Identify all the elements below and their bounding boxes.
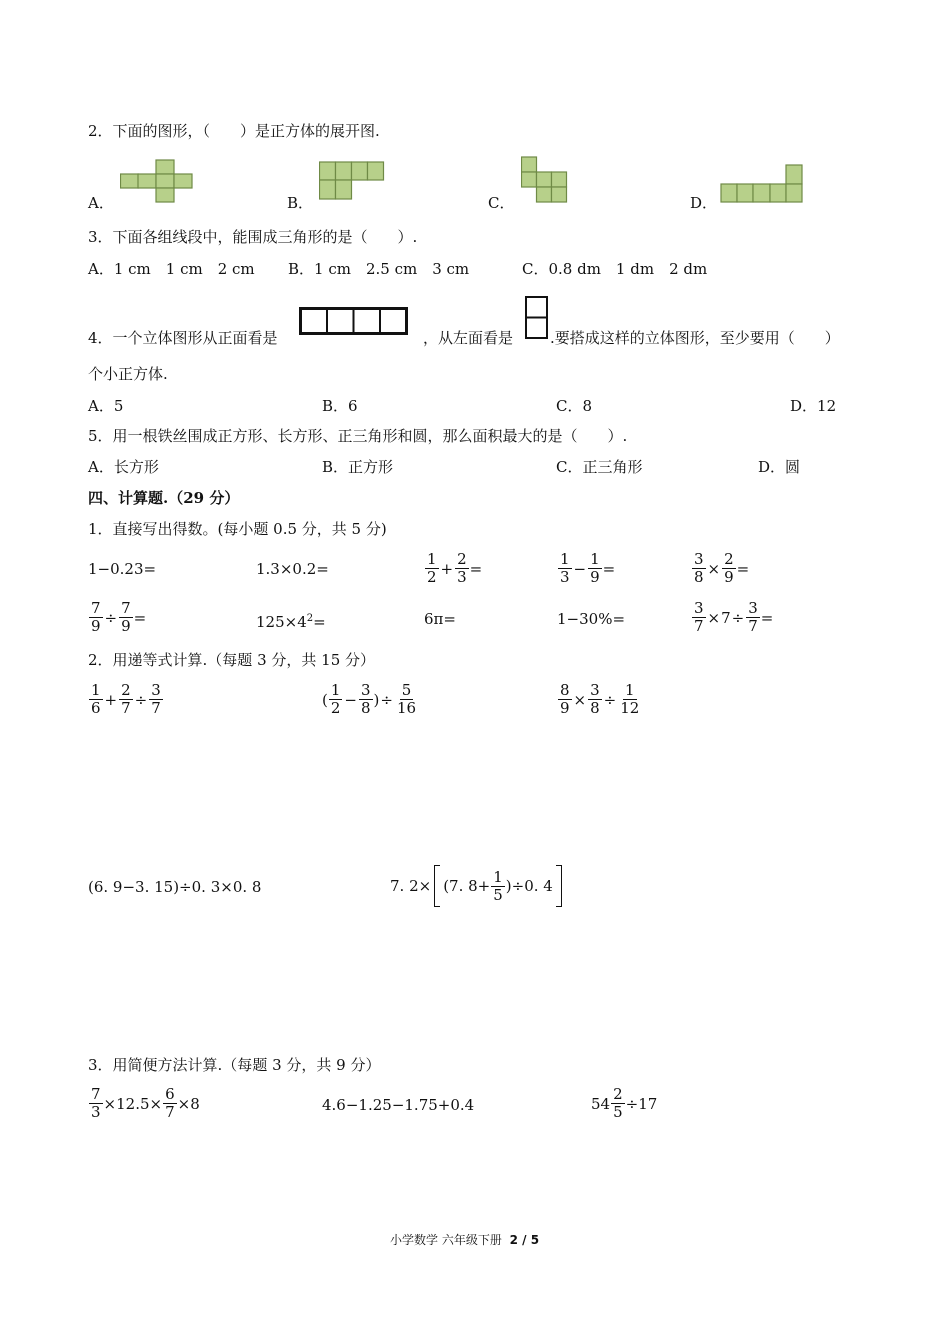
q2-option-c-label: C． [488, 194, 515, 212]
q4-option-b: B．6 [322, 397, 358, 415]
q3-option-a: A．1 cm 1 cm 2 cm [88, 260, 255, 278]
cube-net-a-image [120, 159, 194, 204]
simple-expr-3: 54 $\frac{2}{5}$ ÷17 [591, 1085, 658, 1121]
subsection-3-title: 3．用简便方法计算.（每题 3 分，共 9 分） [88, 1056, 381, 1074]
subsection-1-title: 1．直接写出得数。(每小题 0.5 分，共 5 分) [88, 520, 387, 538]
q4-option-a: A．5 [88, 397, 124, 415]
q4-stem-part-d: 个小正方体. [88, 365, 168, 383]
calc-r1-c3: $\frac{1}{2}$ + $\frac{2}{3}$ = [427, 550, 483, 586]
simple-expr-1: $\frac{7}{3}$ ×12.5× $\frac{6}{7}$ ×8 [91, 1085, 200, 1121]
q4-stem-part-c: .要搭成这样的立体图形，至少要用（ ） [550, 329, 840, 347]
q5-option-a: A．长方形 [88, 458, 159, 476]
calc-r1-c4: $\frac{1}{3}$ − $\frac{1}{9}$ = [560, 550, 616, 586]
q3-stem: 3．下面各组线段中，能围成三角形的是（ ）. [88, 228, 418, 246]
q5-option-c: C．正三角形 [556, 458, 643, 476]
q2-option-d-label: D． [690, 194, 718, 212]
calc-r2-c3: 6π= [424, 610, 456, 628]
cube-net-c-image [521, 156, 571, 204]
front-view-figure [299, 307, 409, 335]
section-4-title: 四、计算题.（29 分） [88, 489, 240, 507]
calc-r2-c4: 1−30%= [557, 610, 626, 628]
q5-option-b: B．正方形 [322, 458, 394, 476]
calc-r2-c2: $125\times 4^2=$ [256, 613, 326, 631]
left-view-figure [525, 296, 549, 340]
subsection-2-title: 2．用递等式计算.（每题 3 分，共 15 分） [88, 651, 376, 669]
calc-r1-c1: 1−0.23= [88, 560, 157, 578]
q3-option-b: B．1 cm 2.5 cm 3 cm [288, 260, 470, 278]
cube-net-d-image [720, 164, 804, 204]
q4-stem-part-a: 4．一个立体图形从正面看是 [88, 329, 278, 347]
simple-expr-2: 4.6−1.25−1.75+0.4 [322, 1096, 475, 1114]
q5-option-d: D．圆 [758, 458, 801, 476]
q5-stem: 5．用一根铁丝围成正方形、长方形、正三角形和圆，那么面积最大的是（ ）. [88, 427, 628, 445]
calc-r2-c5: $\frac{3}{7}$ × 7 ÷ $\frac{3}{7}$ = [694, 599, 774, 635]
q4-option-c: C．8 [556, 397, 593, 415]
footer-text: 小学数学 六年级下册 [390, 1233, 502, 1247]
expr-4: (6. 9−3. 15)÷0. 3×0. 8 [88, 878, 262, 896]
expr-3: $\frac{8}{9}$ × $\frac{3}{8}$ ÷ $\frac{1}{12}$ [560, 681, 640, 717]
expr-1: $\frac{1}{6}$ + $\frac{2}{7}$ ÷ $\frac{3}{7}$ [91, 681, 161, 717]
q2-stem: 2．下面的图形，（ ）是正方体的展开图. [88, 122, 380, 140]
cube-net-b-image [319, 161, 385, 201]
q4-option-d: D．12 [790, 397, 837, 415]
expr-2: ( $\frac{1}{2}$ − $\frac{3}{8}$ ) ÷ $\frac{5}{16}$ [322, 681, 417, 717]
q3-option-c: C．0.8 dm 1 dm 2 dm [522, 260, 708, 278]
calc-r1-c5: $\frac{3}{8}$ × $\frac{2}{9}$ = [694, 550, 750, 586]
q2-option-b-label: B． [287, 194, 314, 212]
calc-r2-c1: $\frac{7}{9}$ ÷ $\frac{7}{9}$ = [91, 599, 147, 635]
calc-r1-c2: 1.3×0.2= [256, 560, 329, 578]
q4-stem-part-b: ，从左面看是 [423, 329, 514, 347]
page-footer [390, 1230, 539, 1250]
expr-5: 7. 2× (7. 8+ $\frac{1}{5}$ )÷0. 4 [390, 865, 565, 907]
page-number: 2 / 5 [509, 1233, 540, 1247]
q2-option-a-label: A． [88, 194, 114, 212]
